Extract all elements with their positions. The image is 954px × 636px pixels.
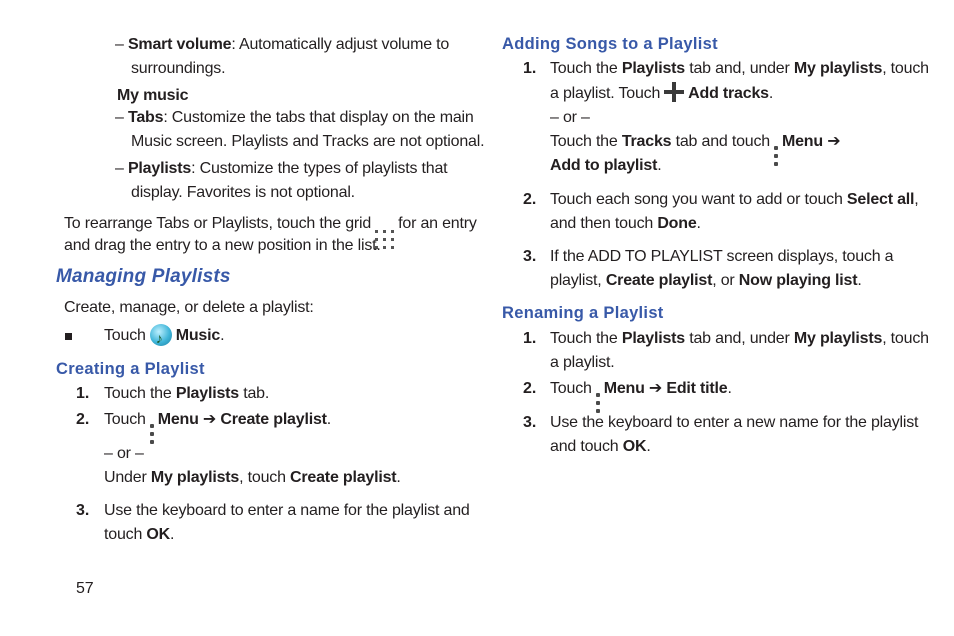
create-step2: Touch Menu ➔ Create playlist. [104, 408, 331, 444]
rearrange-line2: and drag the entry to a new position in the list. [64, 237, 381, 254]
add-tracks-line1: Touch the Tracks tab and touch Menu ➔ [550, 130, 840, 166]
rearrange-line1: To rearrange Tabs or Playlists, touch the grid for an entry [64, 212, 477, 249]
create-step1: Touch the Playlists tab. [104, 385, 270, 402]
or-separator: – or – [550, 109, 590, 126]
plus-icon [664, 82, 684, 102]
step-number: 3. [76, 502, 90, 519]
add-step2-line2: and then touch Done. [550, 215, 701, 232]
add-step3-line2: playlist, Create playlist, or Now playing list. [550, 272, 862, 289]
managing-intro: Create, manage, or delete a playlist: [64, 299, 314, 316]
menu-icon [596, 393, 600, 413]
step-number: 2. [76, 411, 90, 428]
step-number: 1. [76, 385, 90, 402]
add-step1-line2: a playlist. Touch Add tracks. [550, 82, 773, 106]
rename-step3-line2: and touch OK. [550, 438, 651, 455]
add-step1-line1: Touch the Playlists tab and, under My playlists, touch [550, 60, 929, 77]
creating-playlist-heading: Creating a Playlist [56, 360, 205, 378]
create-under-line: Under My playlists, touch Create playlist. [104, 469, 401, 486]
step-number: 1. [523, 330, 537, 347]
touch-music-line: Touch ♪ Music. [104, 324, 224, 348]
menu-icon [150, 424, 154, 444]
tabs-line2: Music screen. Playlists and Tracks are not optional. [131, 133, 485, 150]
add-tracks-line2: Add to playlist. [550, 157, 662, 174]
my-music-heading: My music [117, 87, 189, 104]
step-number: 2. [523, 380, 537, 397]
playlists-line2: display. Favorites is not optional. [131, 184, 355, 201]
bullet-square [65, 333, 72, 340]
smart-volume-line2: surroundings. [131, 60, 226, 77]
create-step3-line2: touch OK. [104, 526, 175, 543]
rename-step2: Touch Menu ➔ Edit title. [550, 377, 732, 413]
or-separator: – or – [104, 445, 144, 462]
step-number: 3. [523, 414, 537, 431]
playlists-line1: – Playlists: Customize the types of playlists that [115, 160, 448, 177]
adding-songs-heading: Adding Songs to a Playlist [502, 35, 718, 53]
menu-icon [774, 146, 778, 166]
music-app-icon: ♪ [150, 324, 172, 346]
tabs-line1: – Tabs: Customize the tabs that display on the main [115, 109, 474, 126]
add-step2-line1: Touch each song you want to add or touch Select all, [550, 191, 919, 208]
add-step3-line1: If the ADD TO PLAYLIST screen displays, touch a [550, 248, 894, 265]
page-number: 57 [76, 580, 94, 597]
renaming-playlist-heading: Renaming a Playlist [502, 304, 664, 322]
step-number: 3. [523, 248, 537, 265]
create-step3-line1: Use the keyboard to enter a name for the playlist and [104, 502, 470, 519]
smart-volume-line1: – Smart volume: Automatically adjust volume to [115, 36, 450, 53]
rename-step3-line1: Use the keyboard to enter a new name for the playlist [550, 414, 919, 431]
step-number: 1. [523, 60, 537, 77]
step-number: 2. [523, 191, 537, 208]
managing-playlists-heading: Managing Playlists [56, 266, 231, 287]
rename-step1-line1: Touch the Playlists tab and, under My playlists, touch [550, 330, 929, 347]
rename-step1-line2: a playlist. [550, 354, 615, 371]
